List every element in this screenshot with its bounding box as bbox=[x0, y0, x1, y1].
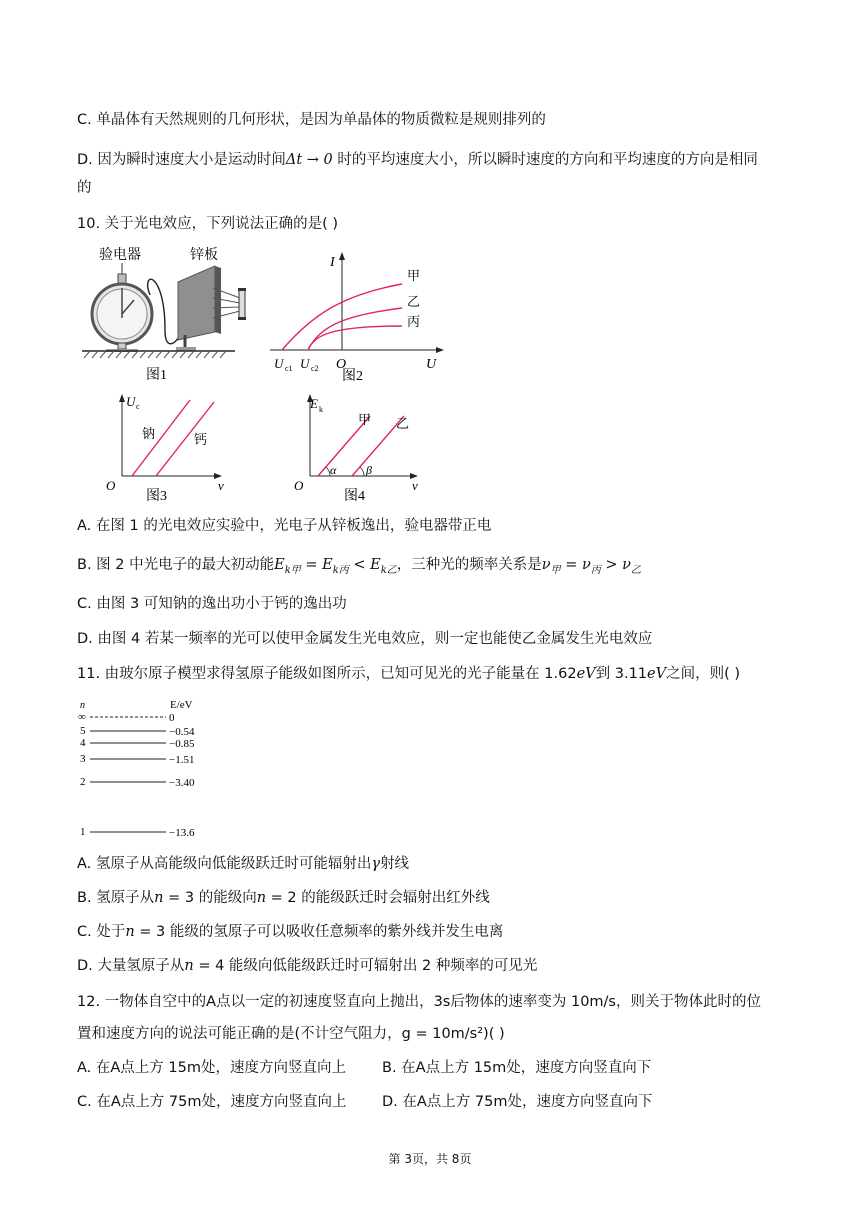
q10-stem: 10. 关于光电效应，下列说法正确的是( ) bbox=[77, 216, 339, 232]
level-n-4: 4 bbox=[80, 737, 86, 749]
fig3-origin: O bbox=[106, 478, 116, 493]
fig1-label-zinc-plate: 锌板 bbox=[190, 248, 218, 263]
q11-option-c: C. 处于n = 3 能级的氢原子可以吸收任意频率的紫外线并发生电离 bbox=[77, 924, 504, 940]
fig4-label-jia: 甲 bbox=[358, 412, 372, 427]
q12-stem-line2: 置和速度方向的说法可能正确的是(不计空气阻力，g = 10m/s²)( ) bbox=[77, 1026, 505, 1042]
level-n-1: 1 bbox=[80, 826, 86, 838]
level-e-5: −0.54 bbox=[169, 726, 195, 738]
level-e-1: −13.6 bbox=[169, 827, 195, 839]
fig2-y-label: I bbox=[330, 255, 335, 270]
fig2-uc1-sub: c1 bbox=[285, 364, 293, 373]
page-footer: 第 3页，共 8页 bbox=[388, 1152, 472, 1166]
fig4-y-sub: k bbox=[319, 405, 323, 414]
energy-n-label: n bbox=[80, 700, 85, 711]
fig2-label-yi: 乙 bbox=[407, 294, 421, 309]
fig1-caption: 图1 bbox=[146, 368, 167, 383]
hydrogen-energy-level-diagram bbox=[76, 698, 216, 840]
fig3-y-label: U bbox=[126, 394, 136, 409]
q12-option-d: D. 在A点上方 75m处，速度方向竖直向下 bbox=[382, 1094, 653, 1110]
fig3-line-sodium bbox=[132, 400, 190, 476]
fig3-x-label: ν bbox=[218, 478, 224, 493]
fig2-curve-bing bbox=[308, 326, 402, 350]
fig3-label-sodium: 钠 bbox=[142, 426, 156, 441]
fig4-angle-beta: β bbox=[366, 463, 372, 477]
fig2-uc2-sub: c2 bbox=[311, 364, 319, 373]
level-n-2: 2 bbox=[80, 776, 86, 788]
q9-option-d-continued: 的 bbox=[77, 180, 92, 196]
fig2-label-jia: 甲 bbox=[407, 268, 421, 283]
figure-2-iv-curves bbox=[262, 250, 452, 385]
fig2-uc1: U bbox=[274, 356, 284, 371]
fig3-caption: 图3 bbox=[146, 489, 167, 504]
fig4-origin: O bbox=[294, 478, 304, 493]
level-n-5: 5 bbox=[80, 725, 86, 737]
fig2-label-bing: 丙 bbox=[407, 314, 421, 329]
fig2-origin: O bbox=[336, 357, 347, 372]
q11-stem: 11. 由玻尔原子模型求得氢原子能级如图所示，已知可见光的光子能量在 1.62eV到 3.11eV之间，则( ) bbox=[77, 666, 741, 682]
fig2-curve-yi bbox=[308, 308, 402, 350]
q12-option-c: C. 在A点上方 75m处，速度方向竖直向上 bbox=[77, 1094, 347, 1110]
fig4-angle-alpha: α bbox=[330, 463, 337, 477]
level-e-inf: 0 bbox=[169, 712, 175, 724]
q12-stem-line1: 12. 一物体自空中的A点以一定的初速度竖直向上抛出，3s后物体的速率变为 10m/s，则关于物体此时的位 bbox=[77, 994, 761, 1010]
q11-option-a: A. 氢原子从高能级向低能级跃迁时可能辐射出γ射线 bbox=[77, 856, 410, 872]
q12-option-a: A. 在A点上方 15m处，速度方向竖直向上 bbox=[77, 1060, 346, 1076]
fig4-caption: 图4 bbox=[344, 489, 365, 504]
q10-option-a: A. 在图 1 的光电效应实验中，光电子从锌板逸出，验电器带正电 bbox=[77, 518, 492, 534]
fig3-y-sub: c bbox=[136, 402, 140, 411]
level-n-3: 3 bbox=[80, 753, 86, 765]
figure-4-kinetic-energy bbox=[288, 392, 428, 504]
q11-option-b: B. 氢原子从n = 3 的能级向n = 2 的能级跃迁时会辐射出红外线 bbox=[77, 890, 490, 906]
fig3-label-calcium: 钙 bbox=[194, 432, 208, 447]
fig4-label-yi: 乙 bbox=[396, 416, 410, 431]
q10-option-c: C. 由图 3 可知钠的逸出功小于钙的逸出功 bbox=[77, 596, 347, 612]
level-e-4: −0.85 bbox=[169, 738, 195, 750]
q10-option-d: D. 由图 4 若某一频率的光可以使甲金属发生光电效应，则一定也能使乙金属发生光电效应 bbox=[77, 631, 653, 647]
fig2-uc2: U bbox=[300, 356, 310, 371]
fig2-x-label: U bbox=[426, 357, 437, 372]
level-e-3: −1.51 bbox=[169, 754, 195, 766]
q9-option-c: C. 单晶体有天然规则的几何形状，是因为单晶体的物质微粒是规则排列的 bbox=[77, 112, 546, 128]
energy-e-label: E/eV bbox=[170, 699, 193, 711]
level-e-2: −3.40 bbox=[169, 777, 195, 789]
figure-1-electroscope bbox=[80, 240, 260, 385]
fig2-caption: 图2 bbox=[342, 369, 363, 384]
q9-option-d: D. 因为瞬时速度大小是运动时间Δt → 0 时的平均速度大小，所以瞬时速度的方向和平均速度的方向是相同 bbox=[77, 152, 758, 168]
level-n-inf: ∞ bbox=[78, 711, 86, 723]
fig1-label-electroscope: 验电器 bbox=[99, 248, 141, 263]
fig4-y-label: E bbox=[310, 396, 318, 411]
q10-option-b: B. 图 2 中光电子的最大初动能$E_{k甲} = E_{k丙} < E_{k乙}$，三种光的频率关系是$\nu_甲 = \nu_丙 > \nu_乙$ bbox=[77, 557, 641, 576]
fig4-x-label: ν bbox=[412, 478, 418, 493]
figure-3-stopping-voltage bbox=[100, 392, 230, 504]
q11-option-d: D. 大量氢原子从n = 4 能级向低能级跃迁时可辐射出 2 种频率的可见光 bbox=[77, 958, 538, 974]
q12-option-b: B. 在A点上方 15m处，速度方向竖直向下 bbox=[382, 1060, 652, 1076]
